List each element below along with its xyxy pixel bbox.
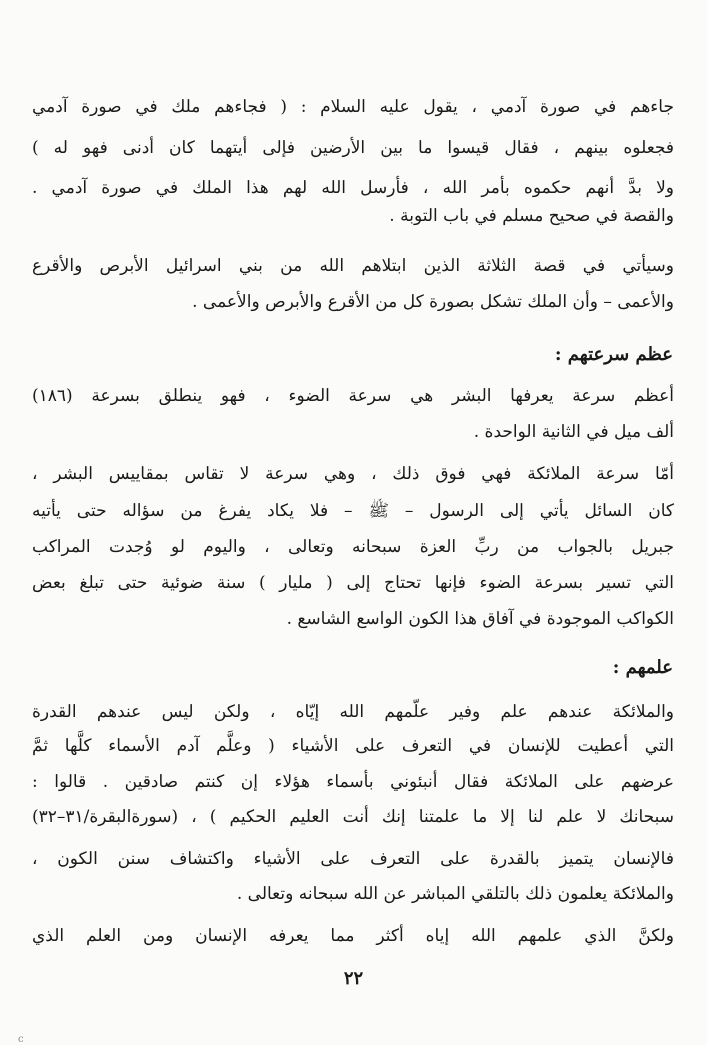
text-line: والأعمى – وأن الملك تشكل بصورة كل من الأقرع والأبرص والأعمى . bbox=[192, 292, 674, 312]
page-number: ٢٢ bbox=[343, 968, 364, 989]
text-line: وسيأتي في قصة الثلاثة الذين ابتلاهم الله من بني اسرائيل الأبرص والأقرع bbox=[32, 256, 674, 276]
section-heading-speed: عظم سرعتهم : bbox=[554, 344, 673, 365]
text-line: عرضهم على الملائكة فقال أنبئوني بأسماء هؤلاء إن كنتم صادقين . قالوا : bbox=[32, 772, 674, 792]
scan-mark: c bbox=[18, 1034, 24, 1045]
text-line: أمّا سرعة الملائكة فهي فوق ذلك ، وهي سرعة لا تقاس بمقاييس البشر ، bbox=[32, 464, 674, 484]
text-line: والملائكة يعلمون ذلك بالتلقي المباشر عن الله سبحانه وتعالى . bbox=[236, 884, 674, 904]
text-line: كان السائل يأتي إلى الرسول – ﷺ – فلا يكاد يفرغ من سؤاله حتى يأتيه bbox=[32, 501, 674, 521]
text-line: فجعلوه بينهم ، فقال قيسوا ما بين الأرضين فإلى أيتهما كان أدنى فهو له ) bbox=[32, 138, 674, 158]
text-line: والقصة في صحيح مسلم في باب التوبة . bbox=[389, 206, 674, 226]
section-heading-knowledge: علمهم : bbox=[612, 657, 673, 678]
text-line: جبريل بالجواب من ربِّ العزة سبحانه وتعالى ، واليوم لو وُجدت المراكب bbox=[32, 537, 674, 557]
text-line: أعظم سرعة يعرفها البشر هي سرعة الضوء ، فهو ينطلق بسرعة (١٨٦) bbox=[32, 386, 674, 406]
text-line: ولكنَّ الذي علمهم الله إياه أكثر مما يعرفه الإنسان ومن العلم الذي bbox=[32, 926, 674, 946]
text-line: ولا بدَّ أنهم حكموه بأمر الله ، فأرسل الله لهم هذا الملك في صورة آدمي . bbox=[32, 178, 674, 198]
text-line: التي أعطيت للإنسان في التعرف على الأشياء ( وعلَّم آدم الأسماء كلَّها ثمَّ bbox=[32, 736, 674, 756]
text-line: سبحانك لا علم لنا إلا ما علمتنا إنك أنت العليم الحكيم ) ، (سورةالبقرة/٣١–٣٢) bbox=[32, 807, 674, 827]
text-line: الكواكب الموجودة في آفاق هذا الكون الواسع الشاسع . bbox=[286, 609, 674, 629]
text-line: جاءهم في صورة آدمي ، يقول عليه السلام : ( فجاءهم ملك في صورة آدمي bbox=[32, 97, 674, 117]
text-line: ألف ميل في الثانية الواحدة . bbox=[473, 422, 674, 442]
text-line: فالإنسان يتميز بالقدرة على التعرف على الأشياء واكتشاف سنن الكون ، bbox=[32, 849, 674, 869]
text-line: التي تسير بسرعة الضوء فإنها تحتاج إلى ( مليار ) سنة ضوئية حتى تبلغ بعض bbox=[32, 573, 674, 593]
text-line: والملائكة عندهم علم وفير علّمهم الله إيّاه ، ولكن ليس عندهم القدرة bbox=[32, 702, 674, 722]
